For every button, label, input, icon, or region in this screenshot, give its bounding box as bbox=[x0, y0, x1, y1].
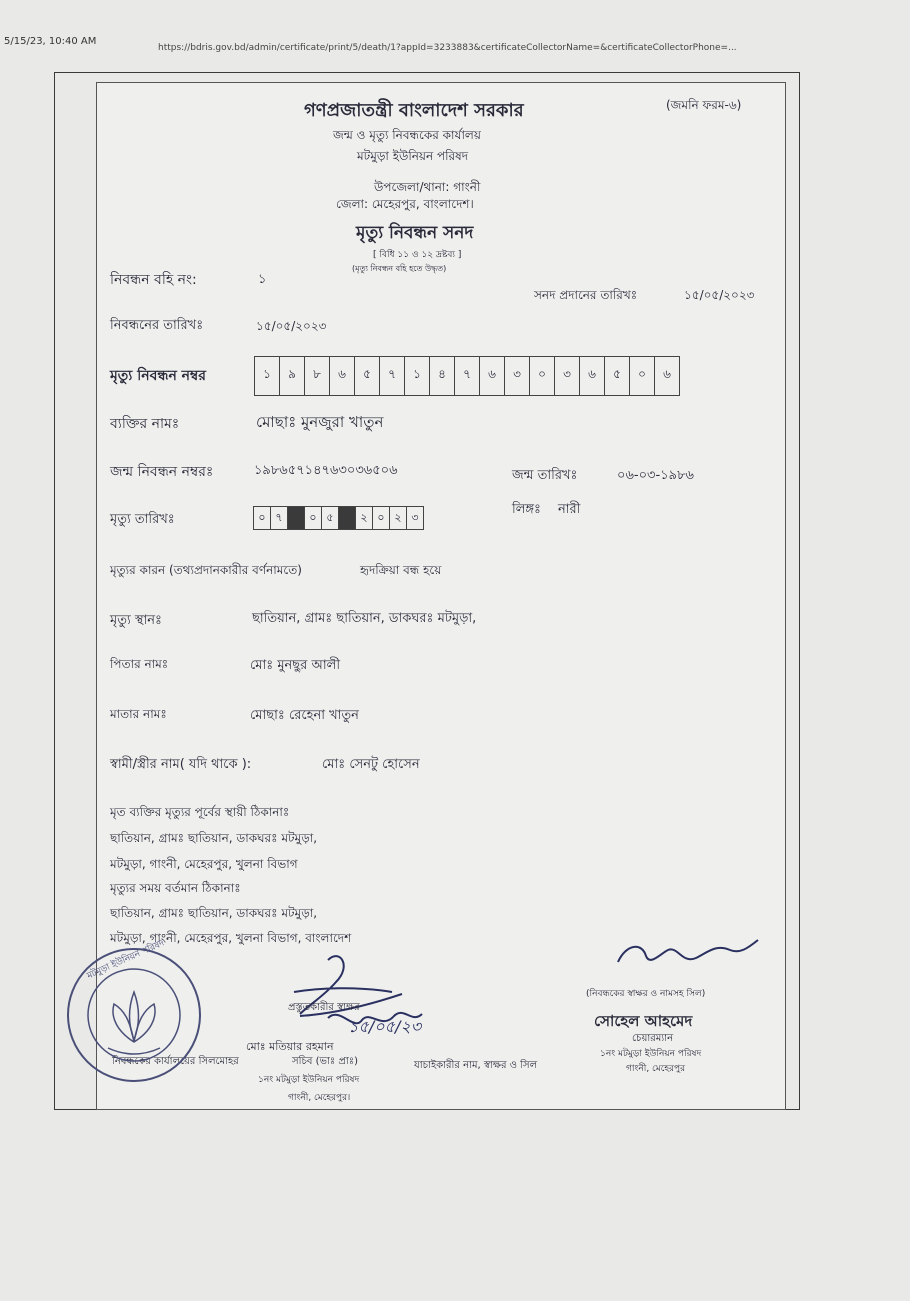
date-digit-cell: ৫ bbox=[322, 507, 339, 529]
present-address-line2: মটমুড়া, গাংনী, মেহেরপুর, খুলনা বিভাগ, বাংলাদেশ bbox=[110, 931, 352, 945]
register-book-number: ১ bbox=[258, 272, 267, 287]
union-name: মটমুড়া ইউনিয়ন পরিষদ bbox=[357, 149, 469, 163]
reg-digit-cell: ৪ bbox=[430, 357, 455, 395]
date-digit-cell: ০ bbox=[254, 507, 271, 529]
office-seal-caption: নিবন্ধকের কার্যালয়ের সিলমোহর bbox=[112, 1056, 239, 1067]
date-separator-cell bbox=[288, 507, 305, 529]
present-address-label: মৃত্যুর সময় বর্তমান ঠিকানাঃ bbox=[110, 881, 241, 895]
reg-date: ১৫/০৫/২০২৩ bbox=[256, 319, 327, 333]
register-book-label: নিবন্ধন বহি নং: bbox=[110, 272, 197, 288]
mother-label: মাতার নামঃ bbox=[110, 707, 167, 721]
government-title: গণপ্রজাতন্ত্রী বাংলাদেশ সরকার bbox=[304, 100, 524, 121]
registrar-signature bbox=[612, 934, 762, 974]
date-digit-cell: ২ bbox=[356, 507, 373, 529]
extract-note: (মৃত্যু নিবন্ধন বহি হতে উদ্ধৃত) bbox=[352, 264, 447, 273]
birth-date-label: জন্ম তারিখঃ bbox=[512, 468, 578, 483]
print-url: https://bdris.gov.bd/admin/certificate/print/5/death/1?appId=3233883&certificateCollectorName=&certificateCollectorPhone=... bbox=[158, 43, 737, 53]
registrar-caption: (নিবন্ধকের স্বাক্ষর ও নামসহ সিল) bbox=[586, 989, 706, 999]
date-digit-cell: ২ bbox=[390, 507, 407, 529]
reg-digit-cell: ৩ bbox=[505, 357, 530, 395]
rule-reference: [ বিধি ১১ ও ১২ দ্রষ্টব্য ] bbox=[373, 250, 462, 260]
reg-digit-cell: ১ bbox=[255, 357, 280, 395]
preparer-role: সচিব (ভাঃ প্রাঃ) bbox=[292, 1056, 358, 1067]
preparer-name: মোঃ মতিয়ার রহমান bbox=[246, 1040, 334, 1053]
reg-digit-cell: ৫ bbox=[605, 357, 630, 395]
cause-label: মৃত্যুর কারন (তথ্যপ্রদানকারীর বর্ণনামতে) bbox=[110, 563, 302, 577]
date-separator-cell bbox=[339, 507, 356, 529]
date-digit-cell: ০ bbox=[305, 507, 322, 529]
preparer-district: গাংনী, মেহেরপুর। bbox=[288, 1093, 351, 1103]
reg-digit-cell: ৭ bbox=[380, 357, 405, 395]
name-label: ব্যক্তির নামঃ bbox=[110, 416, 180, 432]
spouse-label: স্বামী/স্ত্রীর নাম( যদি থাকে ): bbox=[110, 757, 252, 772]
date-digit-cell: ০ bbox=[373, 507, 390, 529]
date-digit-cell: ৩ bbox=[411, 510, 419, 524]
death-date-label: মৃত্যু তারিখঃ bbox=[110, 512, 175, 527]
upazila-name: উপজেলা/থানা: গাংনী bbox=[374, 180, 481, 194]
father-name: মোঃ মুনছুর আলী bbox=[250, 658, 341, 673]
permanent-address-line2: মটমুড়া, গাংনী, মেহেরপুর, খুলনা বিভাগ bbox=[110, 857, 298, 871]
reg-digit-cell: ১ bbox=[405, 357, 430, 395]
official-seal bbox=[64, 944, 204, 1086]
permanent-address-label: মৃত ব্যক্তির মৃত্যুর পূর্বের স্থায়ী ঠিকানাঃ bbox=[110, 805, 290, 819]
registrar-union: ১নং মটমুড়া ইউনিয়ন পরিষদ bbox=[600, 1049, 702, 1059]
registrar-district: গাংনী, মেহেরপুর bbox=[626, 1064, 686, 1074]
handwritten-date: ১৫/০৫/২৩ bbox=[348, 1017, 422, 1036]
print-header bbox=[0, 0, 910, 60]
form-number: (জমনি ফরম-৬) bbox=[666, 98, 742, 112]
reg-digit-cell: ৫ bbox=[355, 357, 380, 395]
gender-label: লিঙ্গঃ bbox=[512, 502, 541, 517]
death-reg-number-boxes bbox=[254, 356, 680, 396]
date-digit-cell: ৭ bbox=[271, 507, 288, 529]
reg-digit-cell: ৭ bbox=[455, 357, 480, 395]
reg-digit-cell: ৬ bbox=[480, 357, 505, 395]
print-timestamp: 5/15/23, 10:40 AM bbox=[4, 36, 97, 47]
death-reg-no-label: মৃত্যু নিবন্ধন নম্বর bbox=[110, 368, 206, 384]
present-address-line1: ছাতিয়ান, গ্রামঃ ছাতিয়ান, ডাকঘরঃ মটমুড়া, bbox=[110, 906, 318, 920]
place-label: মৃত্যু স্থানঃ bbox=[110, 613, 162, 628]
reg-digit-cell: ০ bbox=[530, 357, 555, 395]
birth-date: ০৬-০৩-১৯৮৬ bbox=[617, 468, 694, 483]
issue-date: ১৫/০৫/২০২৩ bbox=[684, 288, 755, 302]
reg-digit-cell: ৬ bbox=[663, 367, 671, 381]
office-title: জন্ম ও মৃত্যু নিবন্ধকের কার্যালয় bbox=[333, 128, 481, 142]
reg-digit-cell: ৯ bbox=[280, 357, 305, 395]
permanent-address-line1: ছাতিয়ান, গ্রামঃ ছাতিয়ান, ডাকঘরঃ মটমুড়া, bbox=[110, 831, 318, 845]
birth-reg-number: ১৯৮৬৫৭১৪৭৬৩০৩৬৫০৬ bbox=[254, 463, 398, 478]
certificate-title: মৃত্যু নিবন্ধন সনদ bbox=[356, 223, 474, 243]
seal-text: মটমুড়া ইউনিয়ন পরিষদ bbox=[85, 938, 166, 982]
issue-date-label: সনদ প্রদানের তারিখঃ bbox=[534, 288, 638, 302]
mother-name: মোছাঃ রেহেনা খাতুন bbox=[250, 708, 359, 723]
reg-digit-cell: ০ bbox=[630, 357, 655, 395]
death-date-boxes bbox=[253, 506, 424, 530]
reg-date-label: নিবন্ধনের তারিখঃ bbox=[110, 318, 204, 333]
father-label: পিতার নামঃ bbox=[110, 657, 169, 671]
birth-reg-label: জন্ম নিবন্ধন নম্বরঃ bbox=[110, 464, 214, 480]
verifier-caption: যাচাইকারীর নাম, স্বাক্ষর ও সিল bbox=[414, 1060, 538, 1071]
deceased-name: মোছাঃ মুনজুরা খাতুন bbox=[256, 413, 384, 431]
preparer-union: ১নং মটমুড়া ইউনিয়ন পরিষদ bbox=[258, 1075, 360, 1085]
preparer-caption: প্রস্তুতকারীর স্বাক্ষর bbox=[288, 1002, 360, 1013]
district-name: জেলা: মেহেরপুর, বাংলাদেশ। bbox=[336, 197, 474, 211]
reg-digit-cell: ৬ bbox=[580, 357, 605, 395]
reg-digit-cell: ৬ bbox=[330, 357, 355, 395]
registrar-name: সোহেল আহমেদ bbox=[594, 1012, 693, 1030]
reg-digit-cell: ৮ bbox=[305, 357, 330, 395]
death-place: ছাতিয়ান, গ্রামঃ ছাতিয়ান, ডাকঘরঃ মটমুড়া, bbox=[252, 611, 477, 626]
spouse-name: মোঃ সেনটু হোসেন bbox=[322, 757, 420, 772]
reg-digit-cell: ৩ bbox=[555, 357, 580, 395]
death-cause: হৃদক্রিয়া বন্ধ হয়ে bbox=[360, 563, 442, 577]
gender: নারী bbox=[558, 502, 581, 517]
registrar-role: চেয়ারম্যান bbox=[632, 1033, 674, 1044]
